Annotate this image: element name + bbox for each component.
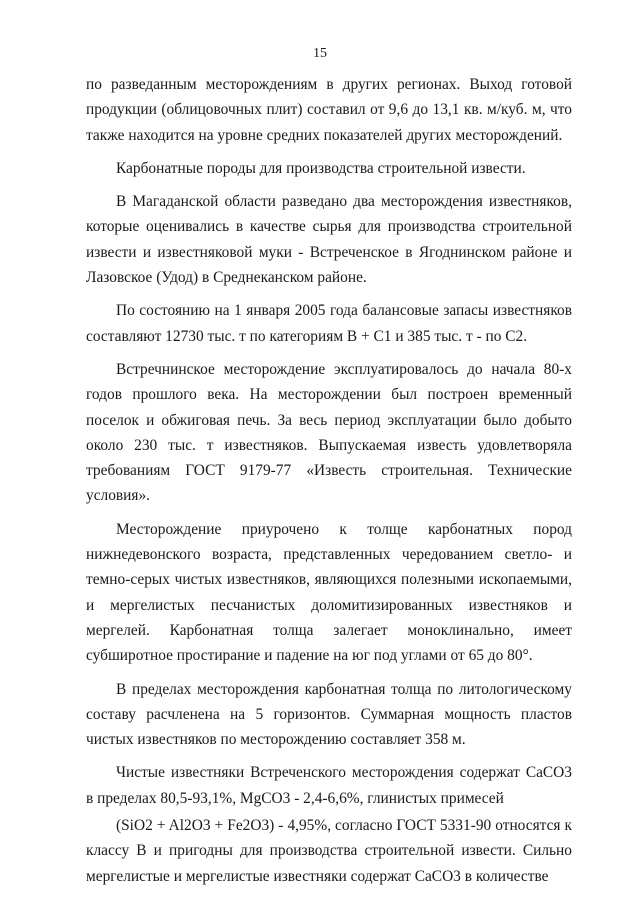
paragraph-balance-reserves: По состоянию на 1 января 2005 года балансовые запасы известняков составляют 12730 тыс. т по категориям В + С1 и 385 тыс. т - по С2.	[86, 302, 572, 345]
paragraph-limestone-class: (SiO2 + Al2O3 + Fe2O3) - 4,95%, согласно ГОСТ 5331-90 относятся к классу В и пригодны для производства строительной извести. Сильно мергелистые и мергелистые известняки содержат СаСО3 в количестве	[86, 817, 572, 885]
body-text	[86, 72, 572, 897]
section-heading-carbonate-rocks: Карбонатные породы для производства строительной извести.	[116, 159, 526, 177]
paragraph-deposit-geology: Месторождение приурочено к толще карбонатных пород нижнедевонского возраста, представленных чередованием светло- и темно-серых чистых известняков, являющихся полезными ископаемыми, и мергелистых песчанистых доломитизированных известняков и мергелей. Карбонатная толща залегает моноклинально, имеет субширотное простирание и падение на юг под углами от 65 до 80°.	[86, 520, 572, 665]
page-number: 15	[313, 46, 327, 61]
paragraph-quarry-output: по разведанным месторождениям в других регионах. Выход готовой продукции (облицовочных плит) составил от 9,6 до 13,1 кв. м/куб. м, что также находится на уровне средних показателей других месторождений.	[86, 76, 572, 144]
paragraph-limestone-composition: Чистые известняки Встреченского месторождения содержат СаСО3 в пределах 80,5-93,1%, MgCO3 - 2,4-6,6%, глинистых примесей	[86, 764, 572, 807]
paragraph-horizons: В пределах месторождения карбонатная толща по литологическому составу расчленена на 5 горизонтов. Суммарная мощность пластов чистых известняков по месторождению составляет 358 м.	[86, 680, 572, 749]
paragraph-magadan-deposits: В Магаданской области разведано два месторождения известняков, которые оценивались в качестве сырья для производства строительной извести и известняковой муки - Встреченское в Ягоднинском районе и Лазовское (Удод) в Среднеканском районе.	[86, 193, 572, 287]
paragraph-vstrechninskoe-exploitation: Встречнинское месторождение эксплуатировалось до начала 80-х годов прошлого века. На месторождении был построен временный поселок и обжиговая печь. За весь период эксплуатации было добыто около 230 тыс. т известняков. Выпускаемая известь удовлетворяла требованиям ГОСТ 9179-77 «Известь строительная. Технические условия».	[86, 360, 572, 505]
